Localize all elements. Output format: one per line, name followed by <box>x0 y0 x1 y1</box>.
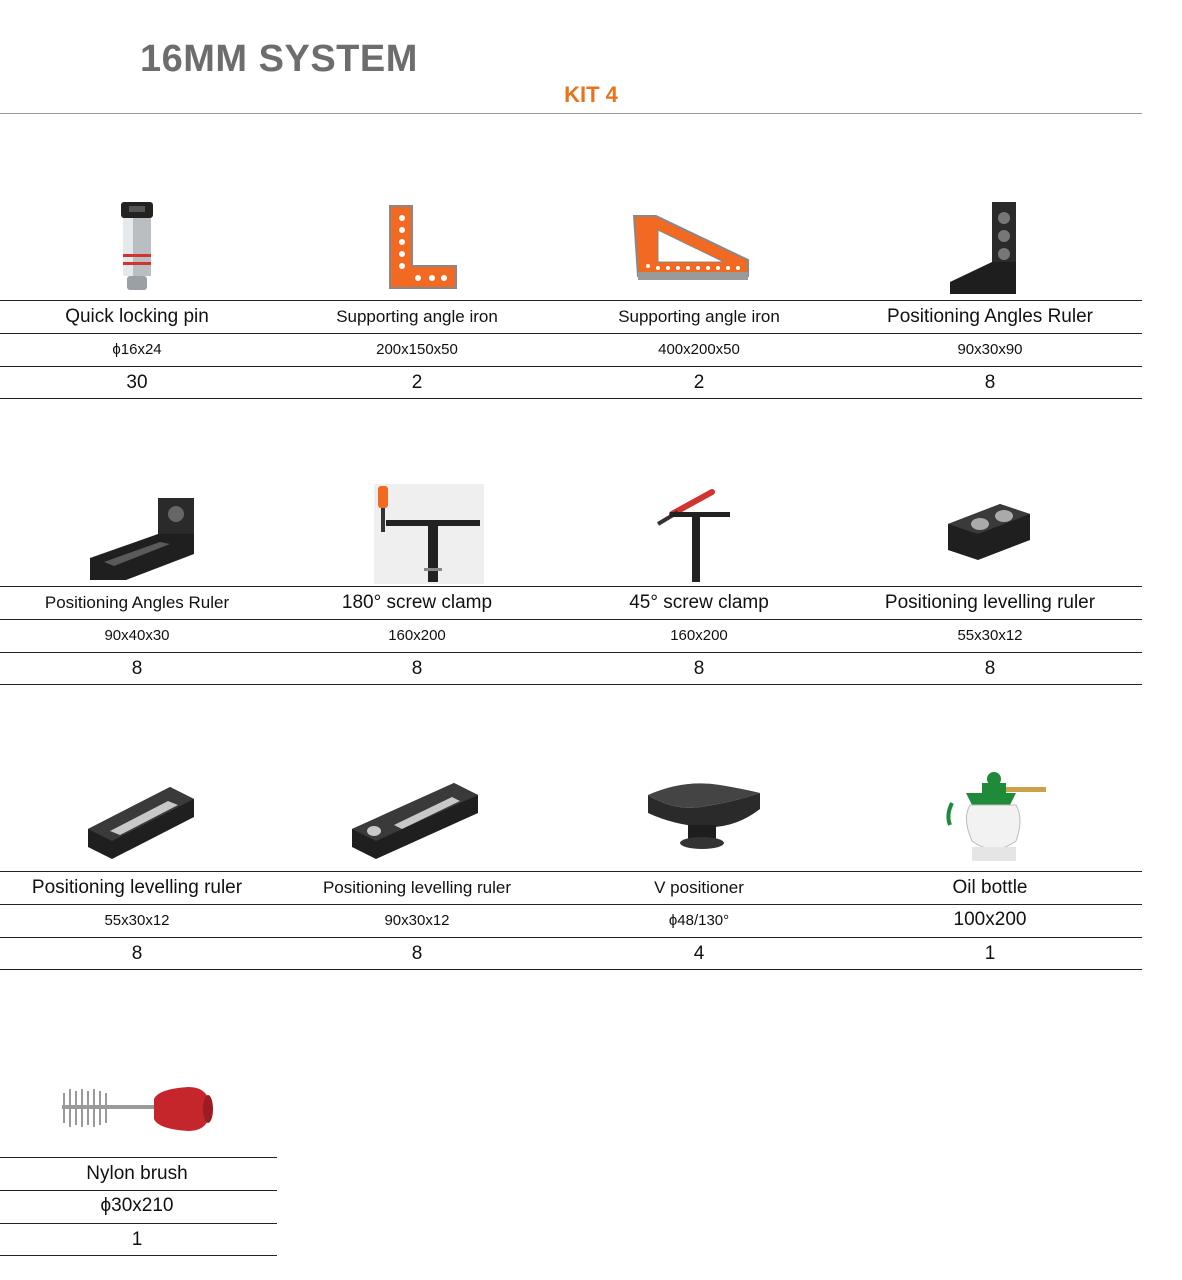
item-qty: 8 <box>131 658 143 679</box>
item-size: 400x200x50 <box>658 341 740 358</box>
row-divider <box>0 398 1142 399</box>
screw-clamp-180-icon <box>374 484 484 584</box>
item-qty: 8 <box>984 658 996 679</box>
row-divider <box>0 1157 277 1158</box>
item-qty: 8 <box>984 372 996 393</box>
row-divider <box>0 1190 277 1191</box>
item-name: Positioning levelling ruler <box>31 877 243 898</box>
product-row-4 <box>0 1047 277 1257</box>
product-row-2 <box>0 476 1142 686</box>
angle-iron-small-icon <box>378 198 468 298</box>
nylon-brush-icon <box>58 1083 214 1135</box>
row-divider <box>0 619 1142 620</box>
row-divider <box>0 1223 277 1224</box>
item-size: 55x30x12 <box>104 912 170 929</box>
item-qty: 1 <box>984 943 996 964</box>
oil-bottle-icon <box>942 771 1052 871</box>
item-size: 160x200 <box>388 627 446 644</box>
levelling-ruler-slot-icon <box>84 773 198 863</box>
item-qty: 8 <box>131 943 143 964</box>
levelling-ruler-two-hole-icon <box>942 494 1038 574</box>
row-divider <box>0 300 1142 301</box>
screw-clamp-45-icon <box>650 484 740 584</box>
row-divider <box>0 586 1142 587</box>
row-divider <box>0 684 1142 685</box>
item-name: 45° screw clamp <box>629 592 769 613</box>
item-qty: 30 <box>126 372 148 393</box>
row-divider <box>0 969 1142 970</box>
item-name: Supporting angle iron <box>618 307 780 326</box>
item-size: 90x30x90 <box>957 341 1023 358</box>
item-name: Oil bottle <box>952 877 1028 898</box>
item-name: Quick locking pin <box>65 306 209 327</box>
item-name: 180° screw clamp <box>341 592 493 613</box>
item-name: V positioner <box>654 878 744 897</box>
angle-ruler-tall-icon <box>942 198 1032 298</box>
item-qty: 2 <box>411 372 423 393</box>
item-name: Positioning Angles Ruler <box>44 593 230 612</box>
item-name: Positioning Angles Ruler <box>887 306 1093 327</box>
item-size: 160x200 <box>670 627 728 644</box>
angle-ruler-slot-icon <box>86 484 226 584</box>
row-divider <box>0 1255 277 1256</box>
item-qty: 2 <box>693 372 705 393</box>
row-divider <box>0 937 1142 938</box>
item-size: 90x40x30 <box>104 627 170 644</box>
row-divider <box>0 333 1142 334</box>
row-divider <box>0 904 1142 905</box>
item-size: 100x200 <box>953 909 1027 930</box>
item-size: 90x30x12 <box>384 912 450 929</box>
item-size: ϕ30x210 <box>100 1195 174 1216</box>
kit-label: KIT 4 <box>564 82 618 107</box>
item-size: ϕ48/130° <box>668 912 730 929</box>
row-divider <box>0 652 1142 653</box>
item-qty: 1 <box>131 1229 143 1250</box>
item-name: Positioning levelling ruler <box>322 878 512 897</box>
angle-iron-large-icon <box>628 206 754 286</box>
product-row-3 <box>0 761 1142 971</box>
header-divider <box>0 113 1142 114</box>
item-qty: 4 <box>693 943 705 964</box>
item-qty: 8 <box>693 658 705 679</box>
quick-locking-pin-icon <box>87 198 187 298</box>
row-divider <box>0 871 1142 872</box>
item-size: 200x150x50 <box>376 341 458 358</box>
item-name: Nylon brush <box>86 1163 188 1184</box>
item-name: Supporting angle iron <box>336 307 498 326</box>
v-positioner-icon <box>644 779 764 863</box>
item-size: 55x30x12 <box>957 627 1023 644</box>
item-qty: 8 <box>411 658 423 679</box>
item-name: Positioning levelling ruler <box>884 592 1096 613</box>
levelling-ruler-long-icon <box>348 773 482 863</box>
item-qty: 8 <box>411 943 423 964</box>
product-row-1 <box>0 190 1142 400</box>
row-divider <box>0 366 1142 367</box>
page-title: 16MM SYSTEM <box>140 38 418 80</box>
item-size: ϕ16x24 <box>112 341 162 358</box>
